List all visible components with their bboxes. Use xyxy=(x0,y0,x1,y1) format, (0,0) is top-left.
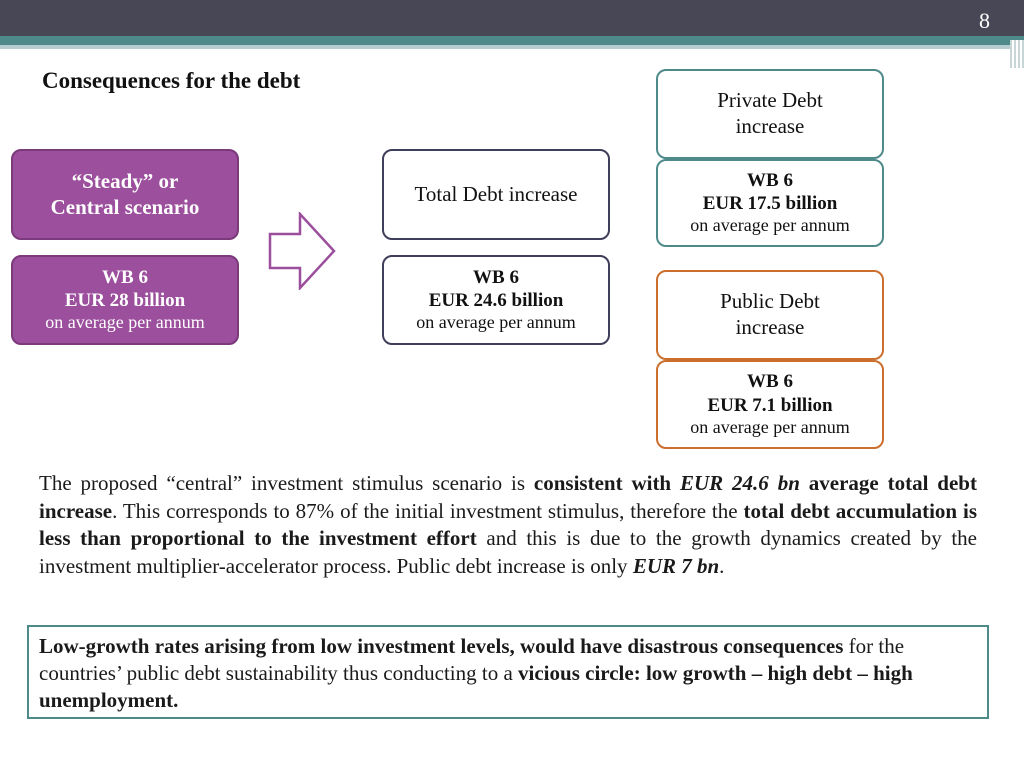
slide-number: 8 xyxy=(979,8,990,33)
paragraph-bold-2: average total debt increase xyxy=(39,471,977,523)
scenario-amount: EUR 28 billion xyxy=(64,290,186,312)
public-debt-period: on average per annum xyxy=(690,416,850,437)
total-debt-label-box xyxy=(382,149,610,240)
scenario-value-box xyxy=(11,255,239,345)
callout-text-1: for the countries’ public debt sustainability thus conducting to a xyxy=(39,634,905,685)
paragraph-bold-3: total debt accumulation is less than proportional to the investment effort xyxy=(39,498,977,550)
public-debt-value-box xyxy=(656,360,884,449)
public-debt-amount: EUR 7.1 billion xyxy=(707,394,833,416)
callout-bold-1: Low-growth rates arising from low investment levels, would have disastrous consequences xyxy=(39,634,844,658)
header-bar xyxy=(0,0,1024,36)
private-debt-amount: EUR 17.5 billion xyxy=(702,193,838,215)
private-debt-label-line2: increase xyxy=(735,114,805,138)
private-debt-label-box xyxy=(656,69,884,159)
callout-bold-2: vicious circle: low growth – high debt – high unemployment. xyxy=(39,661,913,712)
private-debt-value-box xyxy=(656,159,884,247)
public-debt-label-line1: Public Debt xyxy=(720,289,820,314)
total-debt-amount: EUR 24.6 billion xyxy=(428,290,564,312)
total-debt-label: Total Debt increase xyxy=(414,181,578,206)
private-debt-region: WB 6 xyxy=(747,169,793,191)
private-debt-period: on average per annum xyxy=(690,215,850,236)
header-accent-line xyxy=(0,45,1024,49)
public-debt-region: WB 6 xyxy=(747,371,793,393)
paragraph-bold-italic-2: EUR 7 bn xyxy=(632,553,720,578)
total-debt-region: WB 6 xyxy=(473,266,519,288)
decorative-stripes xyxy=(1010,40,1024,68)
scenario-label-box xyxy=(11,149,239,240)
right-arrow-icon xyxy=(268,212,336,290)
scenario-period: on average per annum xyxy=(45,312,205,333)
total-debt-value-box xyxy=(382,255,610,345)
scenario-region: WB 6 xyxy=(102,266,148,288)
summary-paragraph xyxy=(39,470,977,580)
paragraph-text-3: and this is due to the growth dynamics created by the investment multiplier-accelerator process. Public debt increase is only xyxy=(39,526,977,578)
paragraph-bold-1: consistent with xyxy=(533,471,680,495)
header-accent-bar xyxy=(0,36,1024,45)
scenario-label-line1: “Steady” or xyxy=(71,168,179,193)
total-debt-period: on average per annum xyxy=(416,312,576,333)
public-debt-label-line2: increase xyxy=(735,315,805,339)
page-title: Consequences for the debt xyxy=(42,68,301,93)
public-debt-label-box xyxy=(656,270,884,360)
paragraph-text-4: . xyxy=(719,553,725,578)
paragraph-text-2: . This corresponds to 87% of the initial investment stimulus, therefore the xyxy=(112,498,744,523)
private-debt-label-line1: Private Debt xyxy=(717,88,823,113)
paragraph-bold-italic-1: EUR 24.6 bn xyxy=(680,471,800,495)
paragraph-text-1: The proposed “central” investment stimulus scenario is xyxy=(39,471,534,495)
scenario-label-line2: Central scenario xyxy=(50,194,200,219)
conclusion-callout xyxy=(27,625,989,719)
